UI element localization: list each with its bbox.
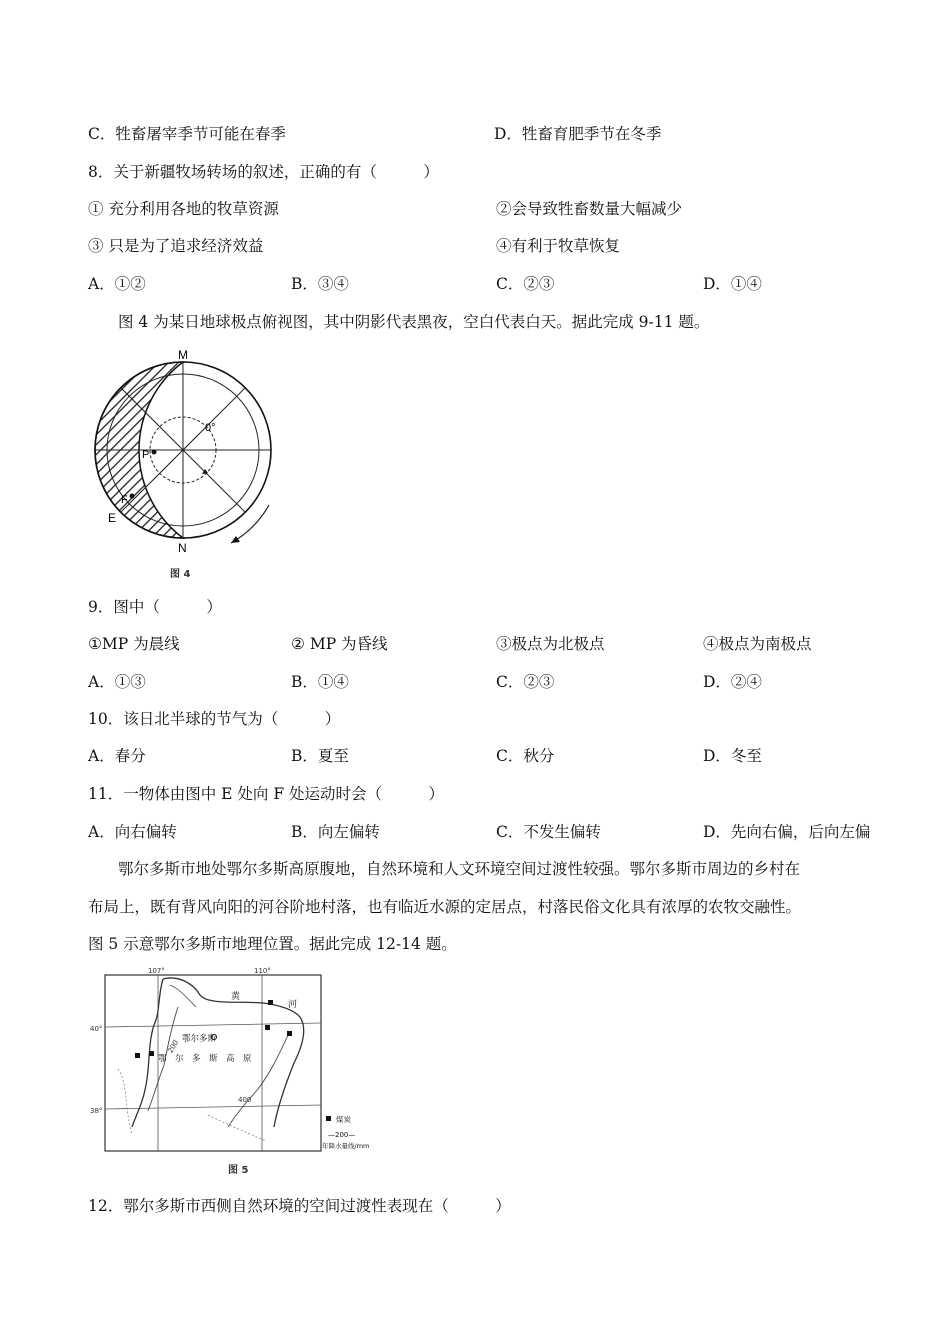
figure-4-caption: 图 4	[170, 569, 191, 580]
svg-text:110°: 110°	[254, 967, 271, 975]
q9-option-b: B．①④	[291, 673, 349, 691]
coal-marker	[149, 1051, 154, 1056]
coal-marker	[135, 1053, 140, 1058]
q8-option-d: D．①④	[703, 275, 762, 293]
q8-option-a: A．①②	[88, 275, 146, 293]
coal-marker	[287, 1031, 292, 1036]
q11-option-a: A．向右偏转	[88, 823, 177, 841]
q8-option-c: C．②③	[496, 275, 555, 293]
svg-text:煤炭: 煤炭	[336, 1115, 351, 1124]
q11-option-d: D．先向右偏，后向左偏	[703, 823, 871, 841]
q10-stem: 10．该日北半球的节气为（ ）	[88, 710, 341, 728]
label-0: 0°	[205, 422, 216, 434]
q9-statement-4: ④极点为南极点	[703, 635, 812, 653]
svg-text:—200—: —200—	[328, 1131, 356, 1139]
svg-text:38°: 38°	[90, 1107, 103, 1115]
q10-option-d: D．冬至	[703, 747, 762, 765]
q7-option-d: D．牲畜育肥季节在冬季	[494, 125, 662, 143]
q8-stem: 8．关于新疆牧场转场的叙述，正确的有（ ）	[88, 163, 439, 181]
q11-option-c: C．不发生偏转	[496, 823, 601, 841]
point-p	[152, 450, 157, 455]
isohyet-400	[228, 1035, 288, 1127]
q9-option-d: D．②④	[703, 673, 762, 691]
q11-stem: 11．一物体由图中 E 处向 F 处运动时会（ ）	[88, 785, 445, 803]
q9-statement-3: ③极点为北极点	[496, 635, 605, 653]
coal-marker	[268, 1000, 273, 1005]
q10-option-a: A．春分	[88, 747, 146, 765]
q10-option-b: B．夏至	[291, 747, 349, 765]
label-f: F	[121, 494, 128, 506]
svg-text:200: 200	[166, 1038, 181, 1055]
figure-4-intro: 图 4 为某日地球极点俯视图，其中阴影代表黑夜，空白代表白天。据此完成 9-11 题。	[118, 313, 710, 331]
q10-option-c: C．秋分	[496, 747, 555, 765]
q9-stem: 9．图中（ ）	[88, 598, 222, 616]
label-e: E	[108, 511, 117, 525]
svg-text:鄂尔多斯: 鄂尔多斯	[182, 1034, 217, 1044]
q8-statement-3: ③ 只是为了追求经济效益	[88, 237, 264, 255]
figure-5-map	[88, 965, 388, 1160]
svg-text:107°: 107°	[148, 967, 165, 975]
q11-option-b: B．向左偏转	[291, 823, 380, 841]
figure-5-caption: 图 5	[228, 1165, 249, 1176]
label-m: M	[178, 348, 188, 362]
figure-5-intro-line-2: 布局上，既有背风向阳的河谷阶地村落，也有临近水源的定居点，村落民俗文化具有浓厚的农牧交融性。	[88, 898, 802, 916]
label-p: P	[142, 449, 150, 461]
figure-4-polar-view	[86, 345, 286, 585]
q7-option-c: C．牲畜屠宰季节可能在春季	[88, 125, 286, 143]
q12-stem: 12．鄂尔多斯市西侧自然环境的空间过渡性表现在（ ）	[88, 1197, 511, 1215]
q9-statement-1: ①MP 为晨线	[88, 635, 180, 653]
q9-option-c: C．②③	[496, 673, 555, 691]
figure-5-intro-line-1: 鄂尔多斯市地处鄂尔多斯高原腹地，自然环境和人文环境空间过渡性较强。鄂尔多斯市周边的乡村在	[118, 860, 801, 878]
svg-text:400: 400	[238, 1096, 252, 1104]
q8-statement-2: ②会导致牲畜数量大幅减少	[496, 200, 683, 218]
svg-text:河: 河	[288, 1000, 298, 1010]
figure-5-intro-line-3: 图 5 示意鄂尔多斯市地理位置。据此完成 12-14 题。	[88, 935, 457, 953]
coal-marker	[265, 1025, 270, 1030]
q8-option-b: B．③④	[291, 275, 349, 293]
q8-statement-1: ① 充分利用各地的牧草资源	[88, 200, 279, 218]
svg-text:黄: 黄	[231, 992, 241, 1002]
q9-option-a: A．①③	[88, 673, 146, 691]
q8-statement-4: ④有利于牧草恢复	[496, 237, 621, 255]
svg-text:40°: 40°	[90, 1025, 103, 1033]
point-f	[130, 494, 135, 499]
label-n: N	[178, 541, 187, 555]
svg-text:年降水量线/mm: 年降水量线/mm	[322, 1142, 370, 1150]
q9-statement-2: ② MP 为昏线	[291, 635, 388, 653]
svg-text:鄂 尔 多 斯 高 原: 鄂 尔 多 斯 高 原	[158, 1054, 252, 1064]
